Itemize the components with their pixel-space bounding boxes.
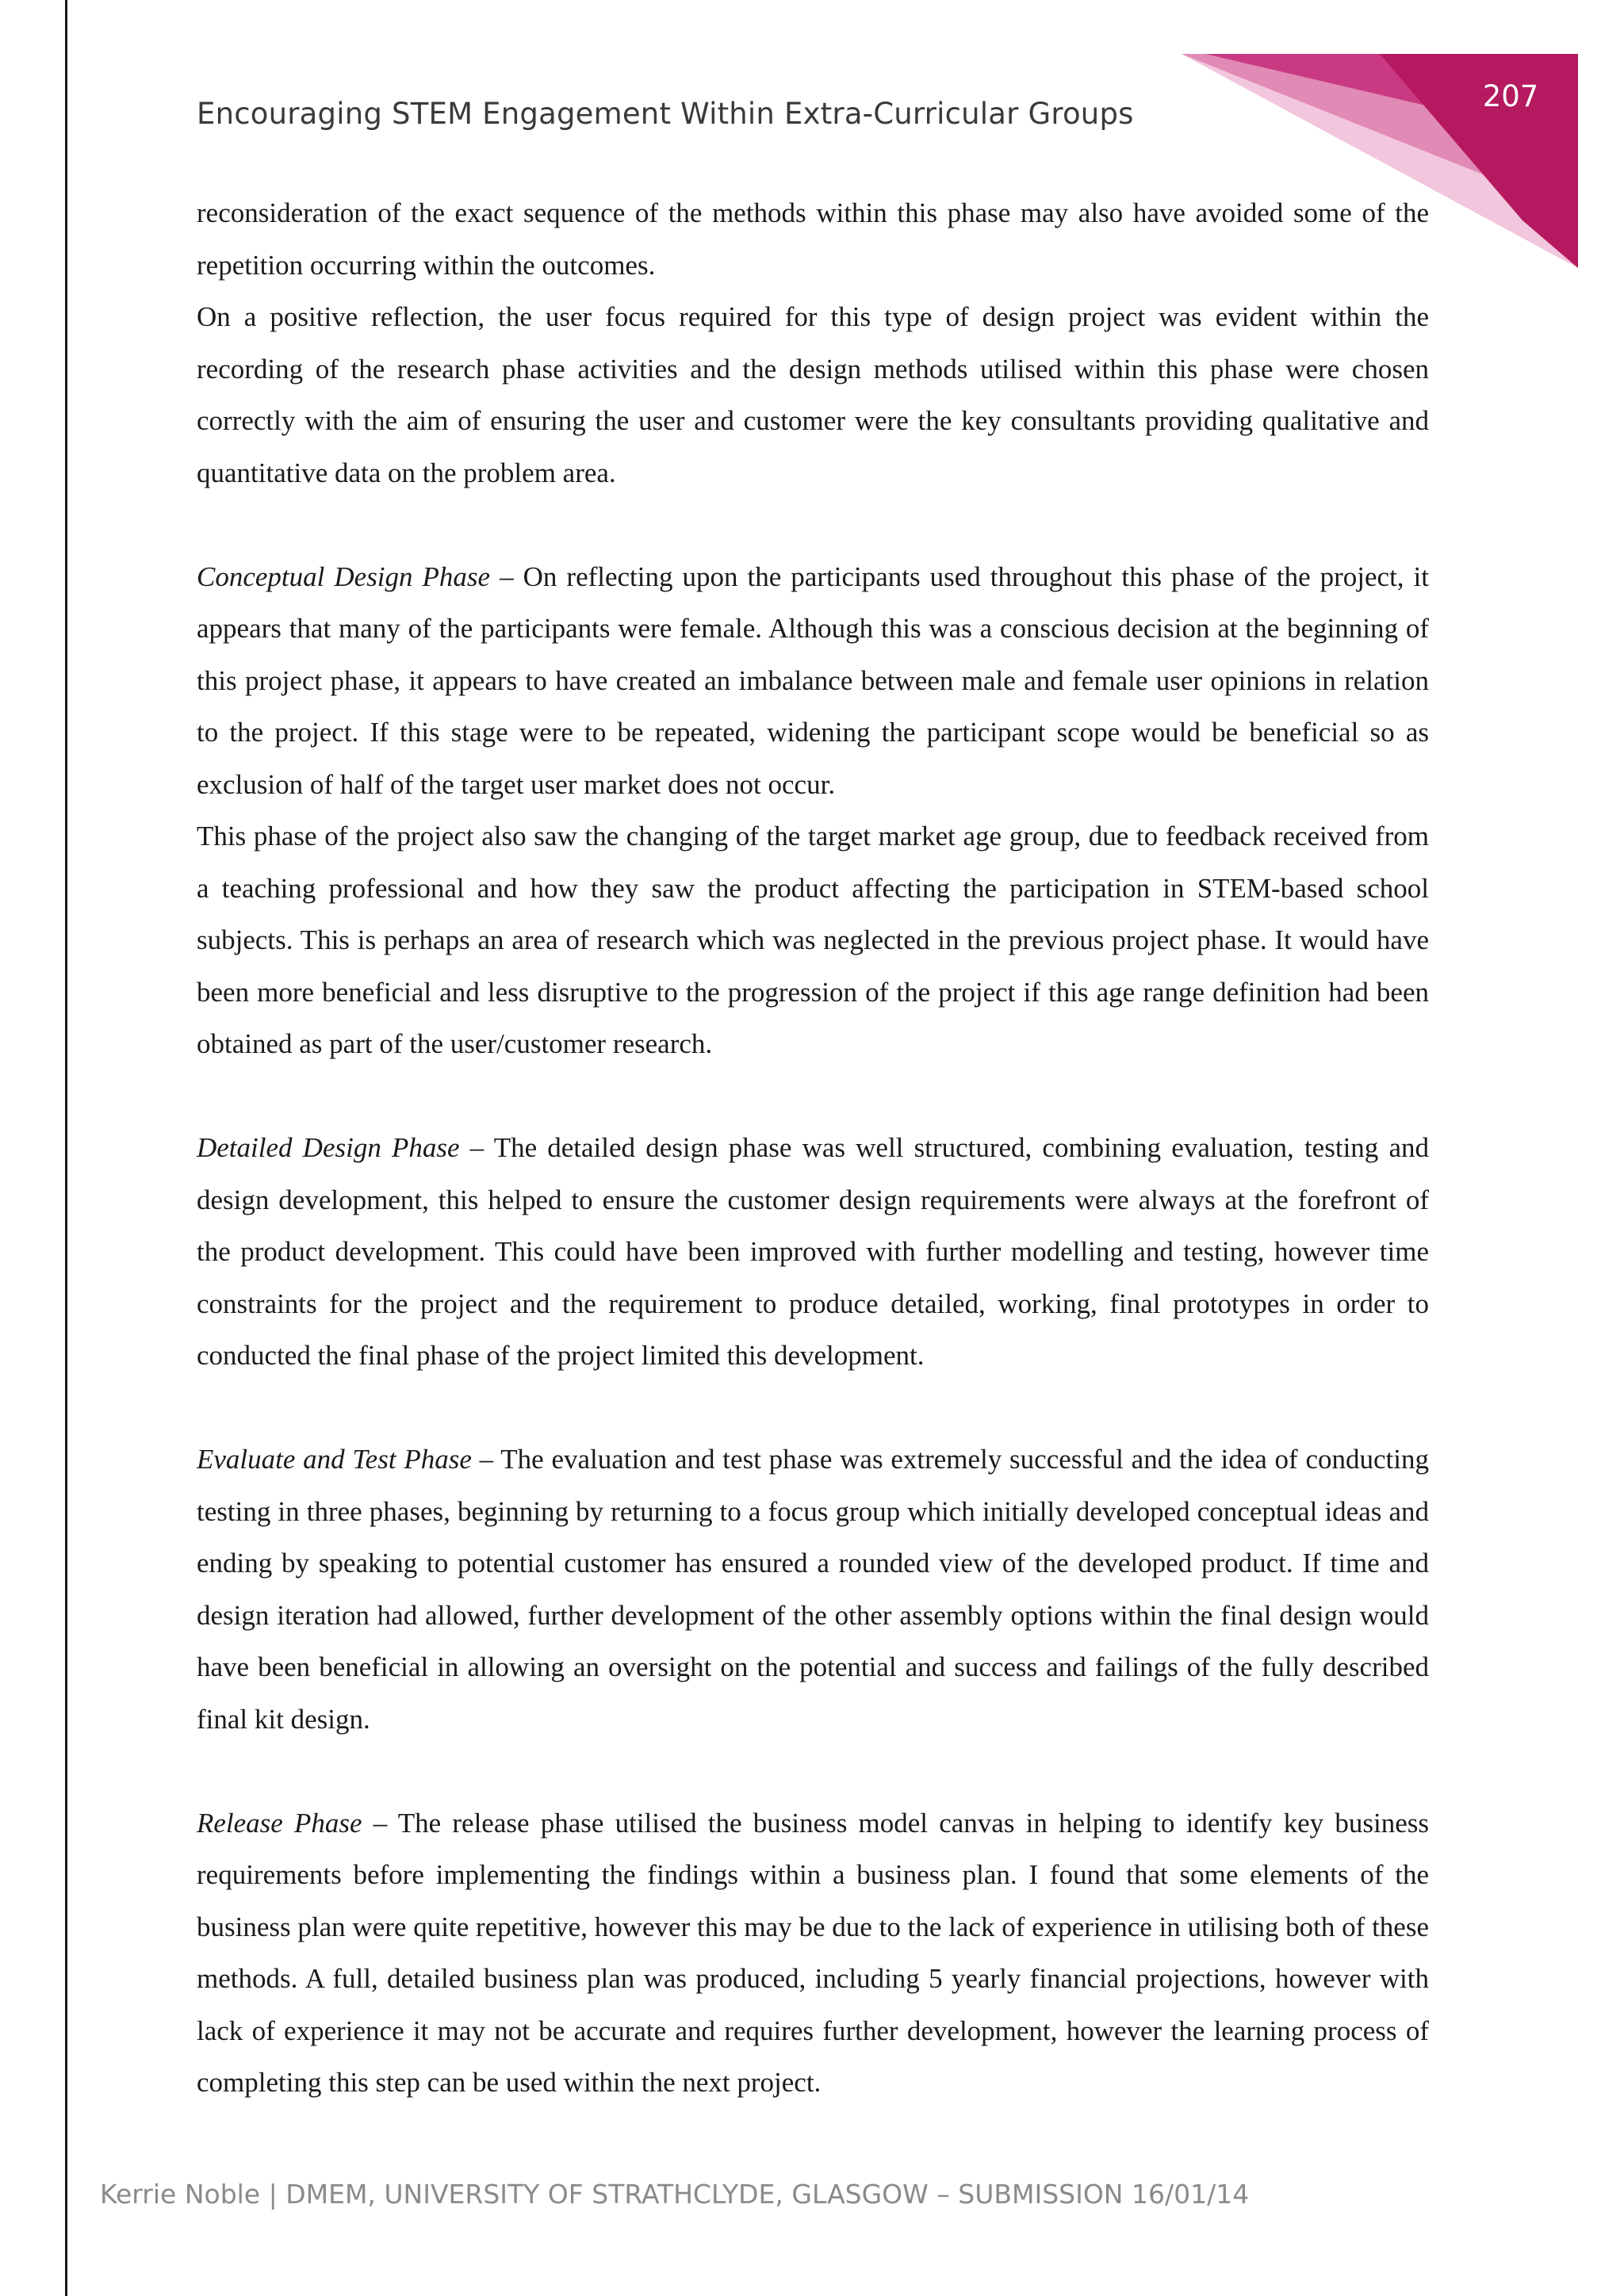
paragraph: This phase of the project also saw the changing of the target market age group, due to feedback received from a teaching professional and how they saw the product affecting the participation in STEM-based school subjects. This is perhaps an area of research which was neglected in the previous project phase. It would have been more beneficial and less disruptive to the progression of the project if this age range definition had been obtained as part of the user/customer research. xyxy=(197,821,1429,1059)
paragraph-text: – On reflecting upon the participants used throughout this phase of the project, it appears that many of the participants were female. Although this was a conscious decision at the beginning of this project phase, it appears to have created an imbalance between male and female user opinions in relation to the project. If this stage were to be repeated, widening the participant scope would be beneficial so as exclusion of half of the target user market does not occur. xyxy=(197,561,1429,800)
running-title: Encouraging STEM Engagement Within Extra-Curricular Groups xyxy=(197,97,1134,131)
phase-heading: Release Phase xyxy=(197,1807,362,1839)
paragraph-detailed-design xyxy=(197,1122,1429,1382)
paragraph: On a positive reflection, the user focus required for this type of design project was evident within the recording of the research phase activities and the design methods utilised within this phase were chosen correctly with the aim of ensuring the user and customer were the key consultants providing qualitative and quantitative data on the problem area. xyxy=(197,301,1429,488)
page-number: 207 xyxy=(1482,79,1539,113)
paragraph-text: – The detailed design phase was well structured, combining evaluation, testing and design development, this helped to ensure the customer design requirements were always at the forefront of the product development. This could have been improved with further modelling and testing, however time constraints for the project and the requirement to produce detailed, working, final prototypes in order to conducted the final phase of the project limited this development. xyxy=(197,1132,1429,1371)
paragraph-evaluate-test xyxy=(197,1433,1429,1745)
phase-heading: Conceptual Design Phase xyxy=(197,561,491,592)
paragraph-text: – The release phase utilised the business model canvas in helping to identify key business requirements before implementing the findings within a business plan. I found that some elements of the business plan were quite repetitive, however this may be due to the lack of experience in utilising both of these methods. A full, detailed business plan was produced, including 5 yearly financial projections, however with lack of experience it may not be accurate and requires further development, however the learning process of completing this step can be used within the next project. xyxy=(197,1807,1429,2098)
paragraph-release xyxy=(197,1797,1429,2109)
phase-heading: Detailed Design Phase xyxy=(197,1132,460,1163)
page-footer: Kerrie Noble | DMEM, UNIVERSITY OF STRATHCLYDE, GLASGOW – SUBMISSION 16/01/14 xyxy=(100,2179,1250,2210)
paragraph: reconsideration of the exact sequence of the methods within this phase may also have avoided some of the repetition occurring within the outcomes. xyxy=(197,197,1429,281)
paragraph-text: – The evaluation and test phase was extremely successful and the idea of conducting testing in three phases, beginning by returning to a focus group which initially developed conceptual ideas and ending by speaking to potential customer has ensured a rounded view of the developed product. If time and design iteration had allowed, further development of the other assembly options within the final design would have been beneficial in allowing an oversight on the potential and success and failings of the fully described final kit design. xyxy=(197,1444,1429,1735)
body-text xyxy=(197,187,1429,2109)
paragraph-conceptual-design xyxy=(197,551,1429,811)
phase-heading: Evaluate and Test Phase xyxy=(197,1444,472,1475)
left-margin-rule xyxy=(65,0,67,2296)
